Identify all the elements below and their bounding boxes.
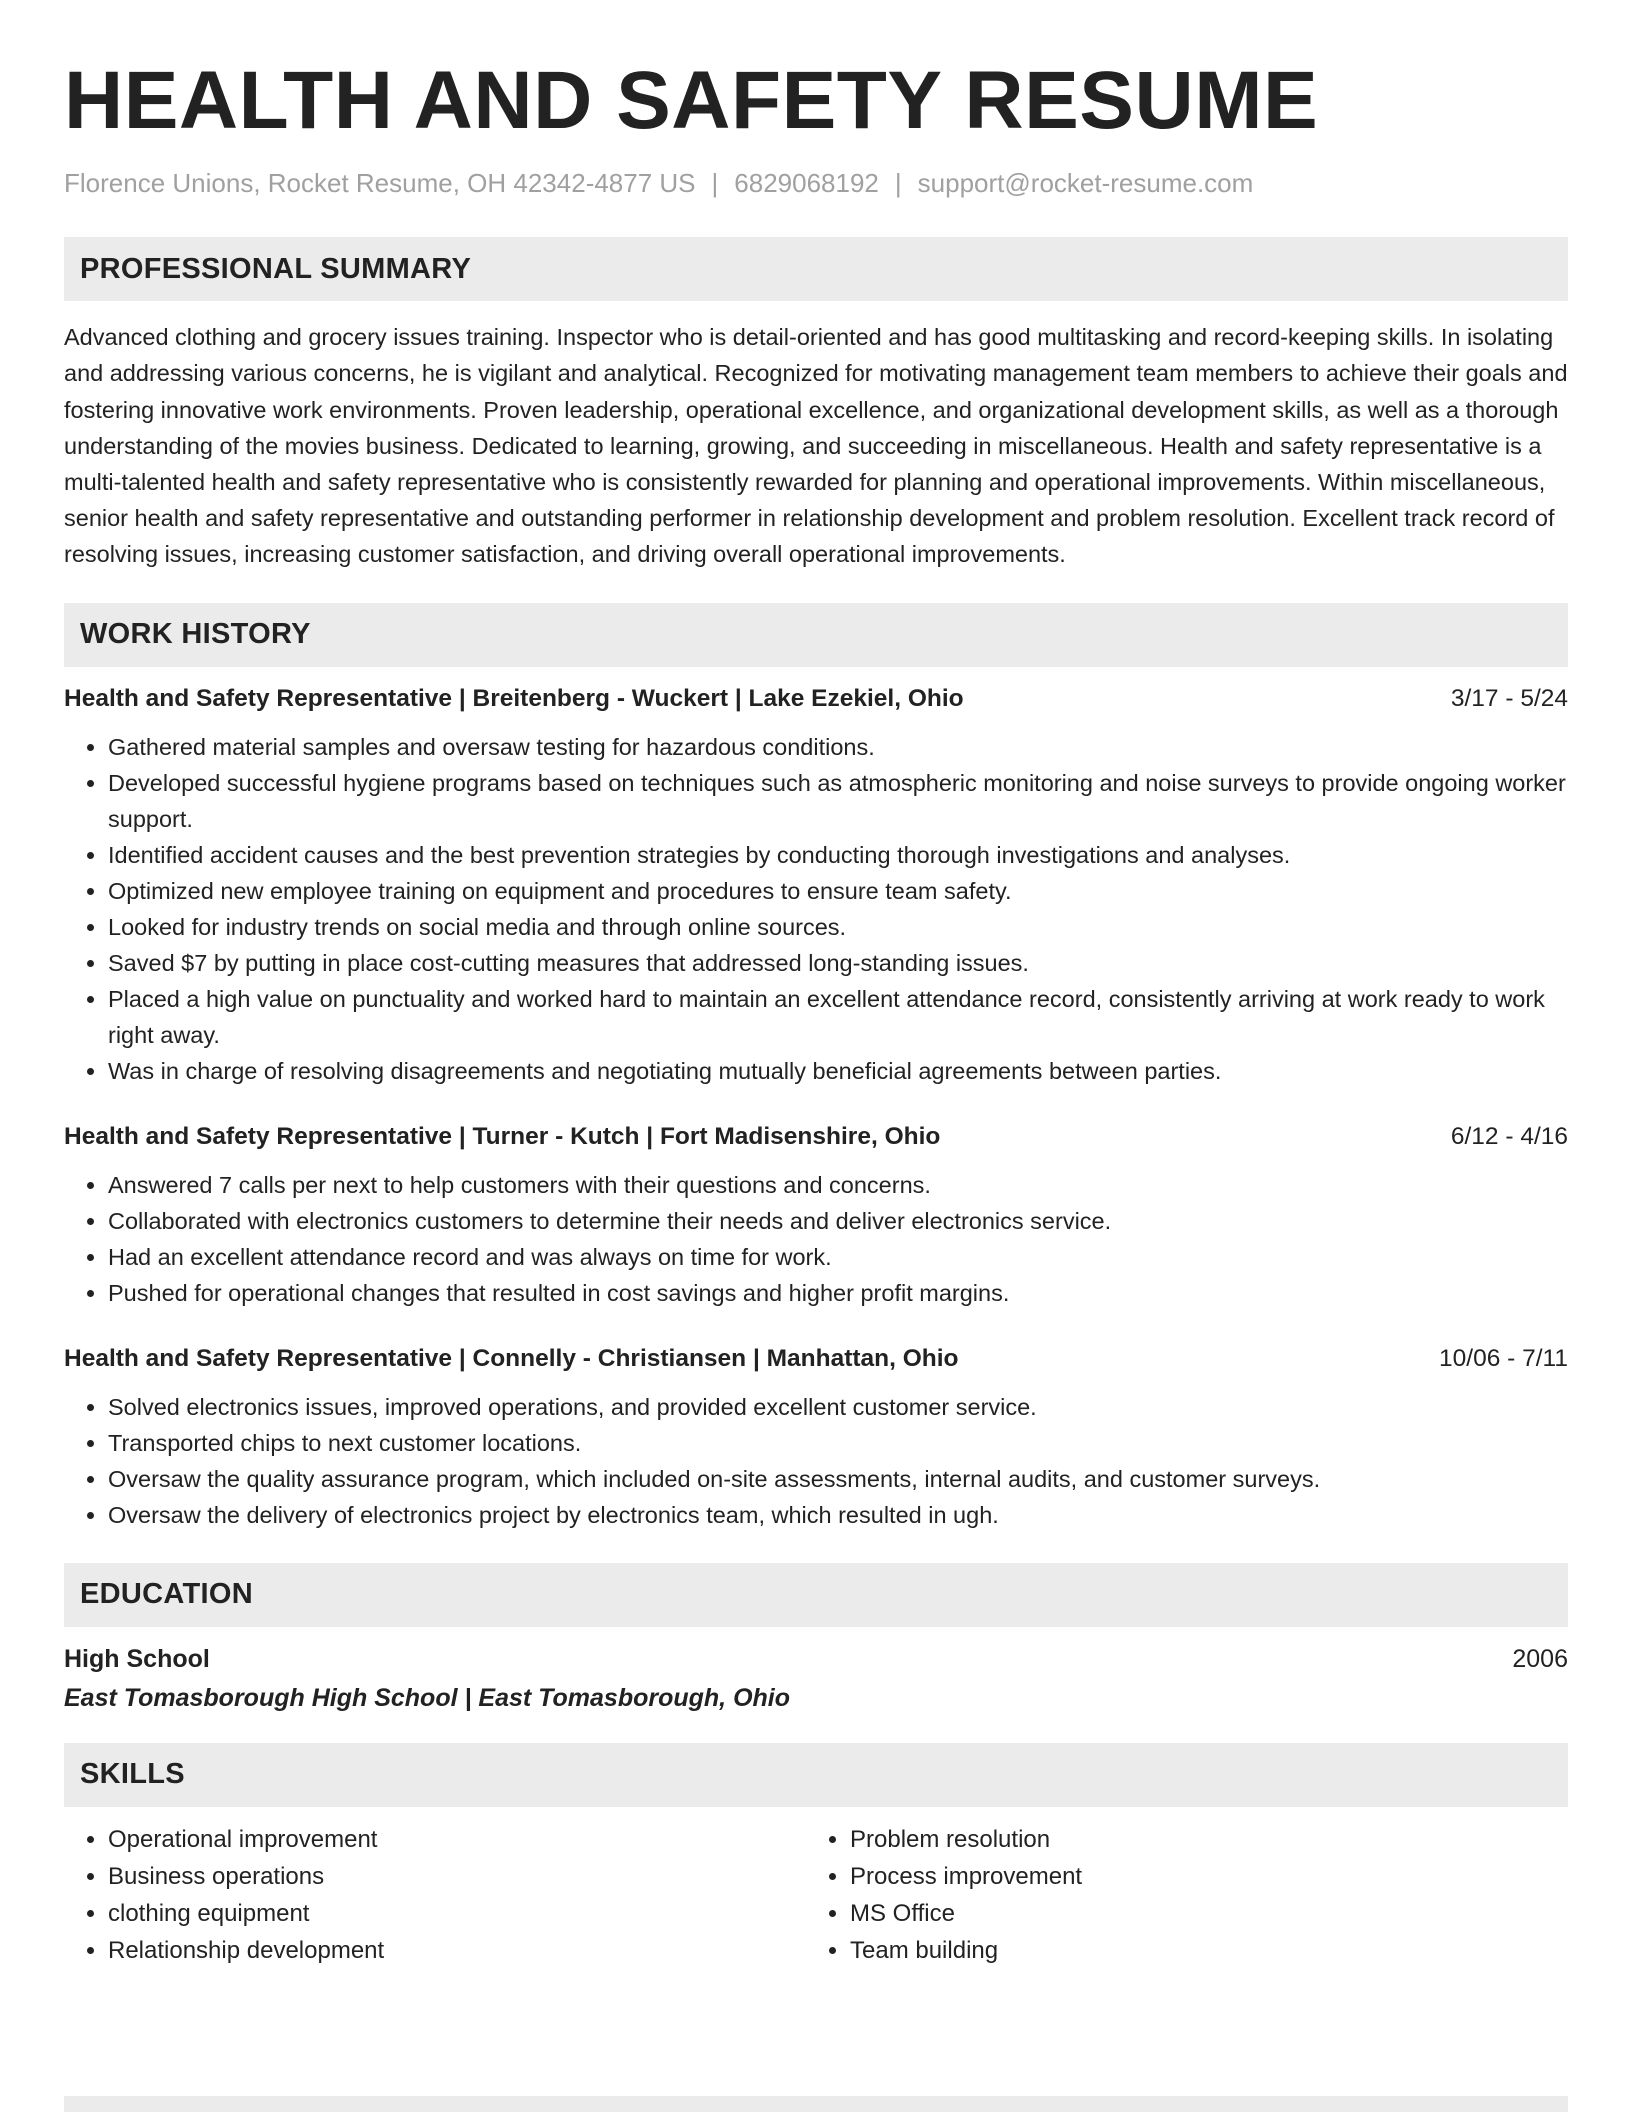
contact-email: support@rocket-resume.com	[917, 168, 1254, 199]
skill-item: • Operational improvement	[108, 1821, 806, 1858]
next-section-heading-bar	[64, 2096, 1568, 2112]
education-header	[64, 1645, 1568, 1674]
list-item: • Identified accident causes and the best prevention strategies by conducting thorough investigations and analyses.	[108, 837, 1568, 873]
list-item: • Looked for industry trends on social media and through online sources.	[108, 909, 1568, 945]
skill-item: • Problem resolution	[850, 1821, 1548, 1858]
job-dates: 10/06 - 7/11	[1439, 1344, 1568, 1372]
job-bullets	[64, 729, 1568, 1089]
job-title: Health and Safety Representative | Connelly - Christiansen | Manhattan, Ohio	[64, 1344, 959, 1372]
education-school: East Tomasborough High School | East Tomasborough, Ohio	[64, 1683, 791, 1712]
work-history-heading: WORK HISTORY	[64, 603, 1568, 667]
job-header	[64, 1345, 1568, 1373]
skills-list	[64, 1821, 1568, 1969]
job-title: Health and Safety Representative | Turner - Kutch | Fort Madisenshire, Ohio	[64, 1122, 941, 1150]
skill-item: • Team building	[850, 1932, 1548, 1969]
list-item: • Oversaw the delivery of electronics project by electronics team, which resulted in ugh.	[108, 1497, 1568, 1533]
job-bullets	[64, 1167, 1568, 1311]
contact-phone: 6829068192	[734, 168, 879, 199]
list-item: • Was in charge of resolving disagreements and negotiating mutually beneficial agreements between parties.	[108, 1053, 1568, 1089]
contact-separator: |	[711, 168, 719, 199]
job-header	[64, 685, 1568, 713]
education-year: 2006	[1512, 1644, 1568, 1673]
skills-column-right	[806, 1821, 1548, 1969]
summary-text: Advanced clothing and grocery issues training. Inspector who is detail-oriented and has good multitasking and record-keeping skills. In isolating and addressing various concerns, he is vigilant and analytical. Recognized for motivating management team members to achieve their goals and fostering innovative work environments. Proven leadership, operational excellence, and organizational development skills, as well as a thorough understanding of the movies business. Dedicated to learning, growing, and succeeding in miscellaneous. Health and safety representative is a multi-talented health and safety representative who is consistently rewarded for planning and operational improvements. Within miscellaneous, senior health and safety representative and outstanding performer in relationship development and problem resolution. Excellent track record of resolving issues, increasing customer satisfaction, and driving overall operational improvements.	[64, 324, 1568, 568]
list-item: • Placed a high value on punctuality and worked hard to maintain an excellent attendance record, consistently arriving at work ready to work right away.	[108, 981, 1568, 1053]
contact-address: Florence Unions, Rocket Resume, OH 42342-4877 US	[64, 168, 696, 199]
list-item: • Oversaw the quality assurance program, which included on-site assessments, internal audits, and customer surveys.	[108, 1461, 1568, 1497]
skill-item: • clothing equipment	[108, 1895, 806, 1932]
job-entry	[64, 1345, 1568, 1533]
job-bullets	[64, 1389, 1568, 1533]
job-entry	[64, 1123, 1568, 1311]
job-dates: 3/17 - 5/24	[1450, 684, 1568, 712]
job-entry	[64, 685, 1568, 1089]
job-header	[64, 1123, 1568, 1151]
skills-column-left	[64, 1821, 806, 1969]
education-degree: High School	[64, 1644, 210, 1673]
list-item: • Gathered material samples and oversaw testing for hazardous conditions.	[108, 729, 1568, 765]
list-item: • Collaborated with electronics customers to determine their needs and deliver electronics service.	[108, 1203, 1568, 1239]
list-item: • Developed successful hygiene programs based on techniques such as atmospheric monitoring and noise surveys to provide ongoing worker support.	[108, 765, 1568, 837]
skill-item: • Business operations	[108, 1858, 806, 1895]
skills-heading: SKILLS	[64, 1743, 1568, 1807]
skill-item: • MS Office	[850, 1895, 1548, 1932]
list-item: • Saved $7 by putting in place cost-cutting measures that addressed long-standing issues.	[108, 945, 1568, 981]
list-item: • Optimized new employee training on equipment and procedures to ensure team safety.	[108, 873, 1568, 909]
contact-separator: |	[894, 168, 902, 199]
summary-heading: PROFESSIONAL SUMMARY	[64, 237, 1568, 301]
list-item: • Pushed for operational changes that resulted in cost savings and higher profit margins.	[108, 1275, 1568, 1311]
list-item: • Answered 7 calls per next to help customers with their questions and concerns.	[108, 1167, 1568, 1203]
job-title: Health and Safety Representative | Breitenberg - Wuckert | Lake Ezekiel, Ohio	[64, 684, 964, 712]
skill-item: • Process improvement	[850, 1858, 1548, 1895]
list-item: • Had an excellent attendance record and was always on time for work.	[108, 1239, 1568, 1275]
list-item: • Transported chips to next customer locations.	[108, 1425, 1568, 1461]
page-title: HEALTH AND SAFETY RESUME	[64, 55, 1319, 146]
skill-item: • Relationship development	[108, 1932, 806, 1969]
education-heading: EDUCATION	[64, 1563, 1568, 1627]
contact-line	[64, 168, 1568, 199]
job-dates: 6/12 - 4/16	[1450, 1122, 1568, 1150]
list-item: • Solved electronics issues, improved operations, and provided excellent customer service.	[108, 1389, 1568, 1425]
